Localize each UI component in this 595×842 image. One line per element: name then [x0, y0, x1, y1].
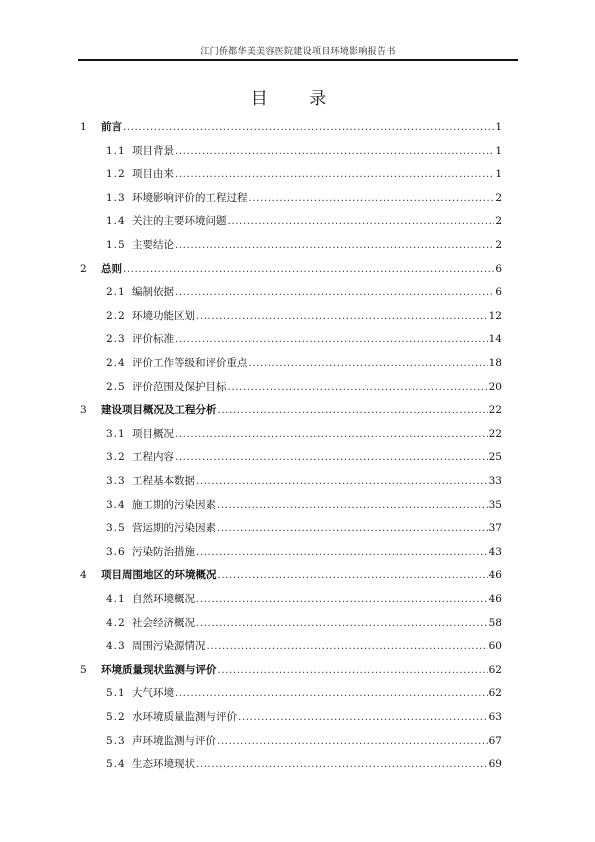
dot-leader: [218, 661, 488, 679]
dot-leader: [175, 425, 488, 443]
toc-entry-number: 3.3: [106, 475, 126, 487]
toc-entry-number: 3.2: [106, 451, 126, 464]
dot-leader: [238, 708, 488, 726]
toc-entry-number: 3.4: [106, 498, 126, 511]
toc-entry-page: 1: [495, 121, 502, 133]
dot-leader: [196, 590, 488, 608]
toc-entry[interactable]: [106, 189, 502, 207]
toc-entry-label: 大气环境: [132, 687, 174, 700]
dot-leader: [123, 118, 494, 136]
toc-entry-page: 37: [488, 522, 502, 535]
toc-entry-page: 20: [488, 380, 502, 393]
toc-entry-page: 1: [495, 144, 502, 157]
dot-leader: [175, 330, 488, 348]
toc-entry-label: 环境功能区划: [132, 309, 195, 322]
toc-entry-number: 4.2: [106, 616, 126, 629]
dot-leader: [207, 637, 488, 655]
toc-entry-page: 2: [495, 215, 502, 228]
toc-entry-page: 1: [495, 168, 502, 181]
dot-leader: [196, 755, 488, 773]
toc-entry-number: 1.5: [106, 239, 126, 251]
toc-entry[interactable]: [106, 236, 502, 254]
toc-entry-number: 5.3: [106, 734, 126, 747]
toc-entry-page: 6: [495, 286, 502, 299]
dot-leader: [175, 448, 488, 466]
toc-entry-label: 环境影响评价的工程过程: [132, 191, 248, 204]
toc-entry-label: 周围污染源情况: [132, 640, 206, 653]
toc-entry-label: 声环境监测与评价: [132, 734, 216, 747]
toc-entry-label: 社会经济概况: [132, 616, 195, 629]
toc-entry[interactable]: [80, 118, 502, 136]
toc-entry-page: 46: [488, 593, 502, 605]
toc-entry-number: 1.3: [106, 191, 126, 204]
running-header: 江门侨都华美美容医院建设项目环境影响报告书: [200, 47, 396, 57]
toc-entry-page: 58: [488, 616, 502, 629]
toc-entry-label: 项目周围地区的环境概况: [101, 569, 217, 582]
toc-entry-label: 总则: [101, 262, 122, 275]
toc-entry-label: 评价标准: [132, 333, 174, 346]
toc-entry[interactable]: [106, 212, 502, 230]
toc-entry-label: 营运期的污染因素: [132, 522, 216, 535]
toc-entry-number: 2.2: [106, 309, 126, 322]
toc-entry[interactable]: [106, 755, 502, 773]
toc-entry[interactable]: [106, 472, 502, 490]
toc-entry-number: 1.1: [106, 144, 126, 157]
toc-entry[interactable]: [106, 543, 502, 561]
toc-entry-number: 1.4: [106, 215, 126, 228]
toc-entry-number: 5.1: [106, 687, 126, 700]
toc-entry-page: 14: [488, 333, 502, 346]
toc-entry-label: 关注的主要环境问题: [132, 215, 227, 228]
toc-entry-page: 43: [488, 545, 502, 558]
toc-entry-label: 环境质量现状监测与评价: [101, 663, 217, 676]
toc-entry[interactable]: [106, 614, 502, 632]
toc-entry-page: 69: [488, 758, 502, 771]
toc-entry[interactable]: [106, 330, 502, 348]
toc-entry-page: 2: [495, 239, 502, 251]
toc-entry-number: 1.2: [106, 168, 126, 181]
toc-entry-page: 46: [488, 569, 502, 582]
toc-entry[interactable]: [106, 637, 502, 655]
toc-entry-number: 3.6: [106, 545, 126, 558]
toc-entry-page: 33: [488, 475, 502, 487]
dot-leader: [196, 307, 488, 325]
toc-entry-number: 3.1: [106, 427, 126, 440]
toc-entry[interactable]: [106, 378, 502, 396]
dot-leader: [196, 614, 488, 632]
toc-entry-page: 62: [488, 687, 502, 700]
dot-leader: [175, 684, 488, 702]
toc-entry-label: 自然环境概况: [132, 593, 195, 605]
dot-leader: [175, 283, 494, 301]
toc-entry[interactable]: [106, 425, 502, 443]
toc-entry[interactable]: [80, 566, 502, 584]
toc-entry-number: 3.5: [106, 522, 126, 535]
dot-leader: [196, 472, 488, 490]
dot-leader: [218, 401, 488, 419]
toc-entry[interactable]: [106, 519, 502, 537]
toc-entry-number: 4: [80, 569, 87, 582]
toc-entry-number: 2.4: [106, 357, 126, 369]
toc-entry[interactable]: [80, 661, 502, 679]
toc-entry-page: 62: [488, 663, 502, 676]
dot-leader: [175, 142, 494, 160]
toc-entry-label: 施工期的污染因素: [132, 498, 216, 511]
toc-entry[interactable]: [106, 448, 502, 466]
toc-entry-label: 评价工作等级和评价重点: [132, 357, 248, 369]
dot-leader: [217, 732, 488, 750]
toc-entry-page: 60: [488, 640, 502, 653]
toc-entry-label: 编制依据: [132, 286, 174, 299]
toc-entry-number: 1: [80, 121, 87, 133]
toc-entry-number: 2.5: [106, 380, 126, 393]
dot-leader: [249, 354, 488, 372]
toc-entry-number: 2.1: [106, 286, 126, 299]
toc-entry-page: 18: [488, 357, 502, 369]
dot-leader: [175, 165, 494, 183]
toc-entry-page: 6: [495, 262, 502, 275]
toc-entry[interactable]: [106, 354, 502, 372]
toc-entry[interactable]: [106, 684, 502, 702]
toc-entry-number: 2.3: [106, 333, 126, 346]
toc-entry[interactable]: [106, 496, 502, 514]
toc-entry-label: 污染防治措施: [132, 545, 195, 558]
toc-entry-number: 4.3: [106, 640, 126, 653]
toc-entry[interactable]: [106, 142, 502, 160]
dot-leader: [217, 496, 488, 514]
toc-entry[interactable]: [106, 307, 502, 325]
toc-entry-label: 项目由来: [132, 168, 174, 181]
toc-entry-label: 建设项目概况及工程分析: [101, 404, 217, 417]
toc-entry[interactable]: [80, 260, 502, 278]
header-rule: [78, 59, 518, 61]
toc-entry[interactable]: [106, 165, 502, 183]
dot-leader: [249, 189, 495, 207]
toc-entry-page: 22: [488, 404, 502, 417]
toc-entry-label: 主要结论: [132, 239, 174, 251]
toc-entry-number: 3: [80, 404, 87, 417]
toc-entry-label: 生态环境现状: [132, 758, 195, 771]
toc-entry[interactable]: [106, 283, 502, 301]
dot-leader: [217, 519, 488, 537]
toc-entry-page: 63: [488, 711, 502, 723]
toc-entry[interactable]: [106, 708, 502, 726]
toc-entry-page: 35: [488, 498, 502, 511]
toc-entry-number: 4.1: [106, 593, 126, 605]
dot-leader: [228, 378, 488, 396]
toc-entry-number: 5: [80, 663, 87, 676]
toc-entry-number: 5.2: [106, 711, 126, 723]
toc-entry-label: 评价范围及保护目标: [132, 380, 227, 393]
toc-title: 目 录: [250, 89, 345, 109]
toc-entry-page: 22: [488, 427, 502, 440]
toc-entry-label: 水环境质量监测与评价: [132, 711, 237, 723]
toc-entry-page: 12: [488, 309, 502, 322]
dot-leader: [228, 212, 495, 230]
toc-entry-label: 工程内容: [132, 451, 174, 464]
dot-leader: [123, 260, 494, 278]
toc-entry-label: 前言: [101, 121, 122, 133]
toc-entry[interactable]: [106, 590, 502, 608]
toc-entry-number: 5.4: [106, 758, 126, 771]
dot-leader: [196, 543, 488, 561]
dot-leader: [218, 566, 488, 584]
dot-leader: [175, 236, 494, 254]
toc-entry-page: 25: [488, 451, 502, 464]
toc-entry-label: 项目背景: [132, 144, 174, 157]
toc-entry-label: 工程基本数据: [132, 475, 195, 487]
toc-entry[interactable]: [80, 401, 502, 419]
toc-entry-page: 67: [488, 734, 502, 747]
toc-entry-number: 2: [80, 262, 87, 275]
toc-entry-label: 项目概况: [132, 427, 174, 440]
toc-entry-page: 2: [495, 191, 502, 204]
toc-entry[interactable]: [106, 732, 502, 750]
